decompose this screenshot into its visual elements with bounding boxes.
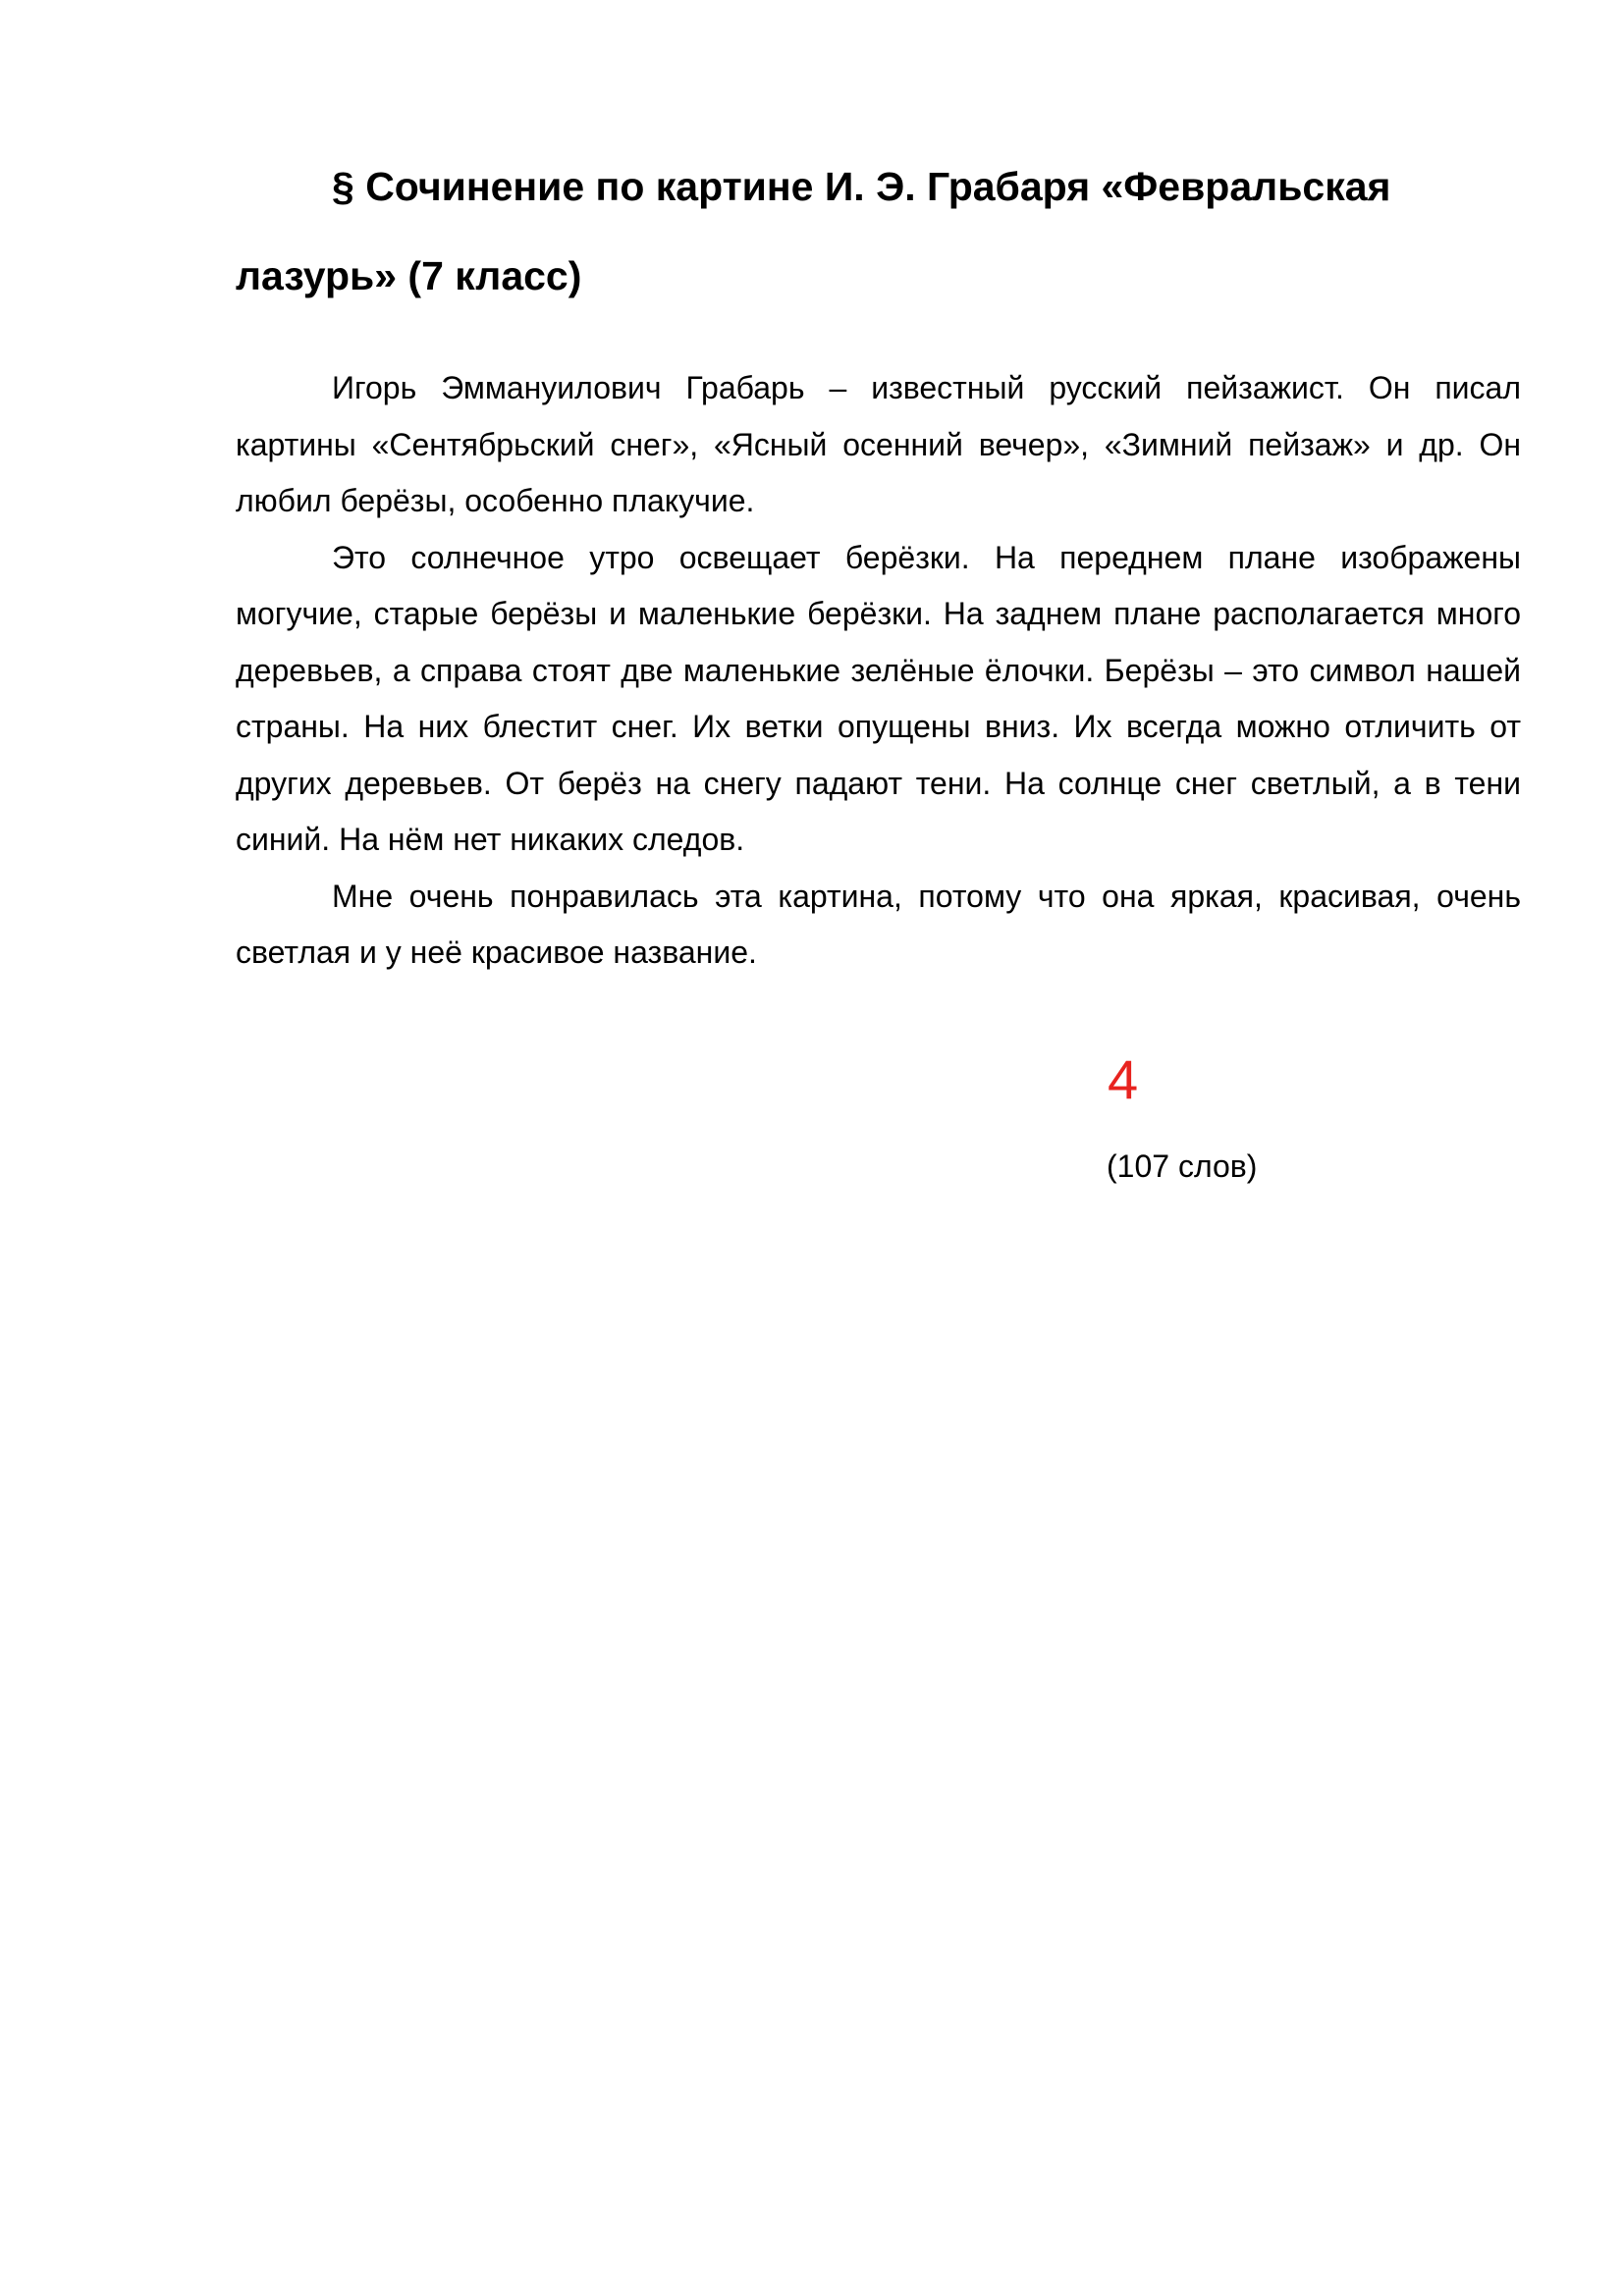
paragraph: Игорь Эммануилович Грабарь – известный русский пейзажист. Он писал картины «Сентябрьский снег», «Ясный осенний вечер», «Зимний пейзаж» и др. Он любил берёзы, особенно плакучие. <box>236 370 1521 518</box>
essay-body <box>236 360 1521 982</box>
word-count: (107 слов) <box>1107 1148 1258 1184</box>
paragraph: Это солнечное утро освещает берёзки. На переднем плане изображены могучие, старые берёзы и маленькие берёзки. На заднем плане располагается много деревьев, а справа стоят две маленькие зелёные ёлочки. Берёзы – это символ нашей страны. На них блестит снег. Их ветки опущены вниз. Их всегда можно отличить от других деревьев. От берёз на снегу падают тени. На солнце снег светлый, а в тени синий. На нём нет никаких следов. <box>236 539 1521 857</box>
essay-title: § Сочинение по картине И. Э. Грабаря «Февральская лазурь» (7 класс) <box>236 164 1391 298</box>
paragraph: Мне очень понравилась эта картина, потому что она яркая, красивая, очень светлая и у неё красивое название. <box>236 878 1521 970</box>
grade-mark: 4 <box>1108 1048 1139 1110</box>
